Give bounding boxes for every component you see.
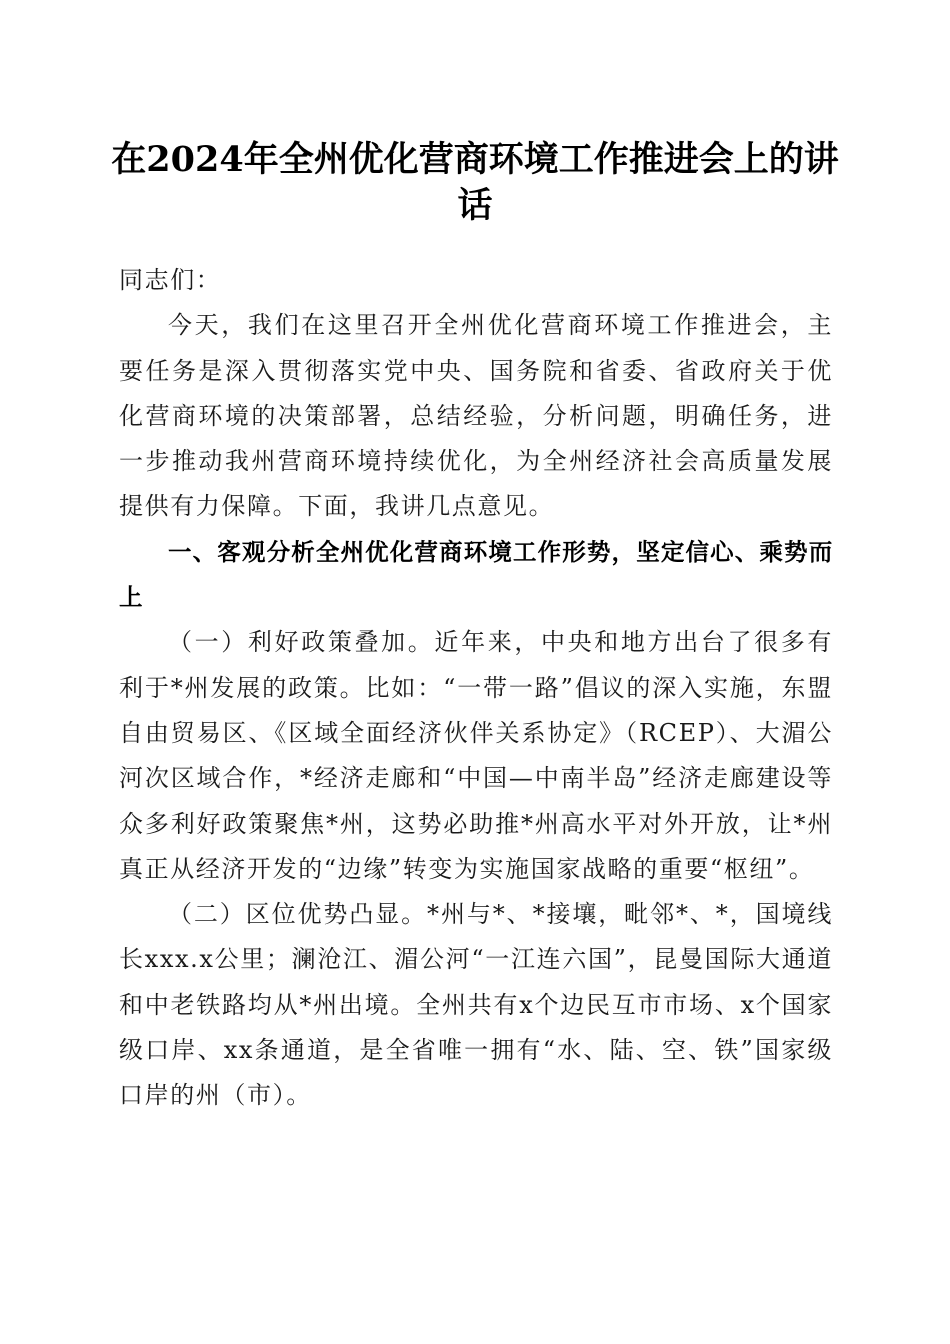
subsection-lead-location: （二）区位优势凸显。 bbox=[168, 900, 428, 929]
salutation: 同志们： bbox=[119, 266, 222, 294]
document-title: 在2024年全州优化营商环境工作推进会上的讲话 bbox=[111, 139, 839, 226]
document-body bbox=[119, 258, 833, 1119]
intro-paragraph: 今天，我们在这里召开全州优化营商环境工作推进会，主要任务是深入贯彻落实党中央、国务院和省委、省政府关于优化营商环境的决策部署，总结经验，分析问题，明确任务，进一步推动我州营商环境持续优化，为全州经济社会高质量发展提供有力保障。下面，我讲几点意见。 bbox=[119, 311, 833, 521]
subsection-text-policy: 近年来，中央和地方出台了很多有利于*州发展的政策。比如：“一带一路”倡议的深入实施，东盟自由贸易区、《区域全面经济伙伴关系协定》（RCEP）、大湄公河次区域合作，*经济走廊和“中国—中南半岛”经济走廊建设等众多利好政策聚焦*州，这势必助推*州高水平对外开放，让*州真正从经济开发的“边缘”转变为实施国家战略的重要“枢纽”。 bbox=[119, 628, 834, 883]
section-heading: 一、客观分析全州优化营商环境工作形势，坚定信心、乘势而上 bbox=[119, 537, 833, 612]
subsection-paragraph-location bbox=[119, 892, 833, 1118]
subsection-paragraph-policy bbox=[119, 620, 833, 892]
subsection-text-location: *州与*、*接壤，毗邻*、*，国境线长xxx.x公里；澜沧江、湄公河“一江连六国”，昆曼国际大通道和中老铁路均从*州出境。全州共有x个边民互市市场、x个国家级口岸、xx条通道，是全省唯一拥有“水、陆、空、铁”国家级口岸的州（市）。 bbox=[119, 900, 834, 1110]
subsection-lead-policy: （一）利好政策叠加。 bbox=[168, 628, 435, 657]
